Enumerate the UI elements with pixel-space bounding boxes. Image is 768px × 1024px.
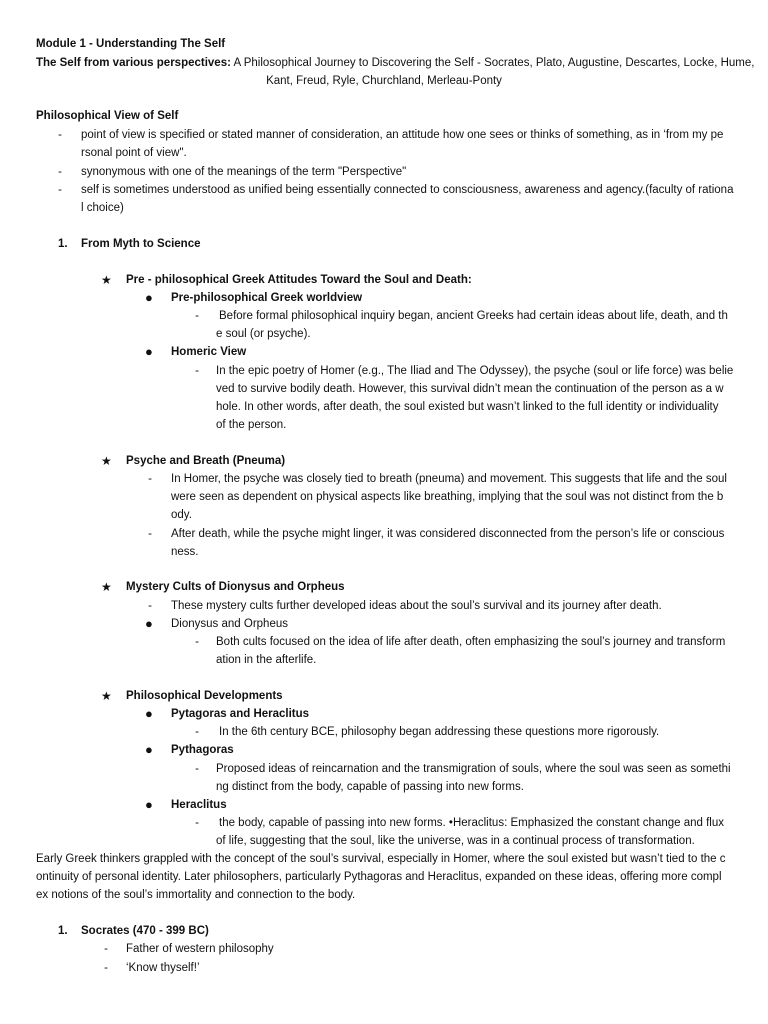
summary-text: ex notions of the soul’s immortality and connection to the body. bbox=[36, 889, 356, 901]
dot-title: Homeric View bbox=[171, 346, 247, 358]
item-text: the body, capable of passing into new forms. •Heraclitus: Emphasized the constant change and flux bbox=[219, 817, 724, 829]
dot-title: Pytagoras and Heraclitus bbox=[171, 708, 310, 720]
summary-text: ontinuity of personal identity. Later philosophers, particularly Pythagoras and Heraclitus, expanded on these ideas, offering more compl bbox=[36, 871, 722, 883]
item-text: ness. bbox=[171, 546, 199, 558]
dot-title: Heraclitus bbox=[171, 799, 227, 811]
dot-title: Pythagoras bbox=[171, 744, 234, 756]
bullet-dot-icon: ● bbox=[145, 344, 153, 359]
item-text: Proposed ideas of reincarnation and the transmigration of souls, where the soul was seen as somethi bbox=[216, 763, 731, 775]
item-text: ved to survive bodily death. However, this survival didn’t mean the continuation of the person as a w bbox=[216, 383, 724, 395]
list-number: 1. bbox=[58, 925, 68, 937]
star-title: Mystery Cults of Dionysus and Orpheus bbox=[126, 581, 345, 593]
item-text: Both cults focused on the idea of life after death, often emphasizing the soul’s journey and transform bbox=[216, 636, 726, 648]
item-text: In the 6th century BCE, philosophy began addressing these questions more rigorously. bbox=[219, 726, 660, 738]
dash-marker: - bbox=[148, 600, 152, 612]
item-text: ody. bbox=[171, 509, 192, 521]
bullet-dot-icon: ● bbox=[145, 616, 153, 631]
bullet-text: synonymous with one of the meanings of the term "Perspective" bbox=[81, 166, 407, 178]
dot-title: Pre-philosophical Greek worldview bbox=[171, 292, 363, 304]
bullet-dot-icon: ● bbox=[145, 742, 153, 757]
dash-marker: - bbox=[148, 528, 152, 540]
dash-marker: - bbox=[195, 763, 199, 775]
item-text: In the epic poetry of Homer (e.g., The Iliad and The Odyssey), the psyche (soul or life force) was belie bbox=[216, 365, 734, 377]
bullet-text: self is sometimes understood as unified being essentially connected to consciousness, awareness and agency.(faculty of rationa bbox=[81, 184, 734, 196]
subtitle-line-1 bbox=[36, 56, 754, 70]
section-title: Socrates (470 - 399 BC) bbox=[81, 925, 209, 937]
summary-text: Early Greek thinkers grappled with the concept of the soul’s survival, especially in Homer, where the soul existed but wasn’t tied to the c bbox=[36, 853, 726, 865]
bullet-text: rsonal point of view". bbox=[81, 147, 187, 159]
dash-marker: - bbox=[195, 726, 199, 738]
item-text: ation in the afterlife. bbox=[216, 654, 317, 666]
item-text: of the person. bbox=[216, 419, 287, 431]
item-text: Father of western philosophy bbox=[126, 943, 274, 955]
dash-marker: - bbox=[104, 962, 108, 974]
star-title: Psyche and Breath (Pneuma) bbox=[126, 455, 286, 467]
item-text: ng distinct from the body, capable of passing into new forms. bbox=[216, 781, 524, 793]
dash-marker: - bbox=[195, 636, 199, 648]
dot-title: Dionysus and Orpheus bbox=[171, 618, 288, 630]
dash-marker: - bbox=[58, 184, 62, 196]
dash-marker: - bbox=[195, 817, 199, 829]
star-icon: ★ bbox=[101, 689, 112, 703]
item-text: e soul (or psyche). bbox=[216, 328, 311, 340]
subtitle-line-2: Kant, Freud, Ryle, Churchland, Merleau-Ponty bbox=[266, 75, 502, 87]
subtitle-rest: A Philosophical Journey to Discovering the Self - Socrates, Plato, Augustine, Descartes, Locke, Hume, bbox=[230, 57, 755, 69]
dash-marker: - bbox=[195, 365, 199, 377]
dash-marker: - bbox=[58, 129, 62, 141]
item-text: were seen as dependent on physical aspects like breathing, implying that the soul was not distinct from the b bbox=[171, 491, 724, 503]
dash-marker: - bbox=[58, 166, 62, 178]
star-icon: ★ bbox=[101, 273, 112, 287]
bullet-dot-icon: ● bbox=[145, 706, 153, 721]
bullet-text: l choice) bbox=[81, 202, 124, 214]
item-text: ‘Know thyself!’ bbox=[126, 962, 200, 974]
dash-marker: - bbox=[148, 473, 152, 485]
star-icon: ★ bbox=[101, 580, 112, 594]
bullet-dot-icon: ● bbox=[145, 797, 153, 812]
item-text: hole. In other words, after death, the soul existed but wasn’t linked to the full identity or individuality bbox=[216, 401, 719, 413]
star-icon: ★ bbox=[101, 454, 112, 468]
dash-marker: - bbox=[104, 943, 108, 955]
item-text: These mystery cults further developed ideas about the soul’s survival and its journey after death. bbox=[171, 600, 662, 612]
subtitle-bold: The Self from various perspectives: bbox=[36, 57, 231, 69]
module-title: Module 1 - Understanding The Self bbox=[36, 38, 226, 50]
item-text: In Homer, the psyche was closely tied to breath (pneuma) and movement. This suggests that life and the soul bbox=[171, 473, 727, 485]
item-text: After death, while the psyche might linger, it was considered disconnected from the person’s life or conscious bbox=[171, 528, 725, 540]
item-text: of life, suggesting that the soul, like the universe, was in a continual process of transformation. bbox=[216, 835, 695, 847]
dash-marker: - bbox=[195, 310, 199, 322]
list-number: 1. bbox=[58, 238, 68, 250]
bullet-text: point of view is specified or stated manner of consideration, an attitude how one sees or thinks of something, as in ‘from my pe bbox=[81, 129, 724, 141]
bullet-dot-icon: ● bbox=[145, 290, 153, 305]
section-heading: Philosophical View of Self bbox=[36, 110, 179, 122]
star-title: Pre - philosophical Greek Attitudes Toward the Soul and Death: bbox=[126, 274, 472, 286]
item-text: Before formal philosophical inquiry began, ancient Greeks had certain ideas about life, death, and th bbox=[219, 310, 728, 322]
section-title: From Myth to Science bbox=[81, 238, 201, 250]
star-title: Philosophical Developments bbox=[126, 690, 283, 702]
